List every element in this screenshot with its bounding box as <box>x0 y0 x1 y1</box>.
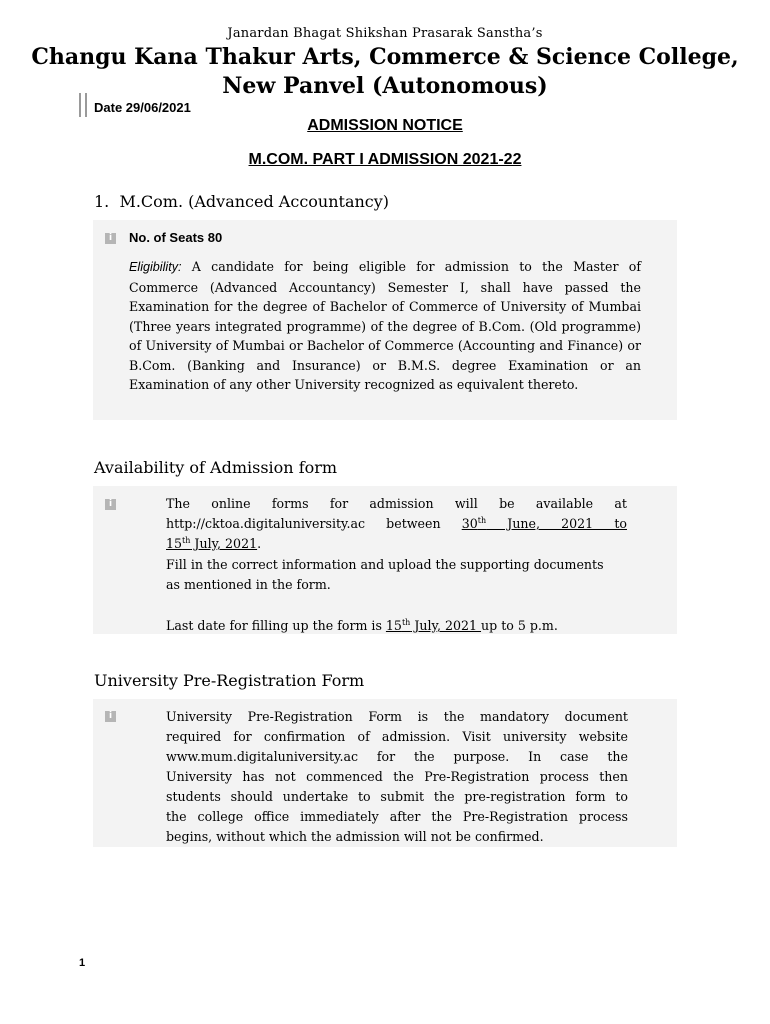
date-to <box>166 536 257 551</box>
last-date-text: Last date for filling up the form is <box>166 618 386 633</box>
info-icon: i <box>105 233 116 244</box>
date-to-day: 15 <box>166 536 183 551</box>
section3-heading: University Pre-Registration Form <box>94 671 365 690</box>
notice-title: ADMISSION NOTICE <box>307 117 463 134</box>
last-date-rest: July, 2021 <box>410 618 482 633</box>
fill-instructions-line2: as mentioned in the form. <box>166 577 331 592</box>
college-name-line2: New Panvel (Autonomous) <box>222 73 548 99</box>
margin-marker <box>79 93 87 117</box>
section1-heading <box>94 192 389 211</box>
pre-registration-line: begins, without which the admission will not be confirmed. <box>166 829 544 844</box>
pre-registration-line: required for confirmation of admission. Visit university website <box>166 729 628 744</box>
form-url: http://cktoa.digitaluniversity.ac between <box>166 516 441 531</box>
form-availability-line1: The online forms for admission will be available at <box>166 496 627 511</box>
last-date-day: 15 <box>385 618 402 633</box>
info-icon: i <box>105 711 116 722</box>
last-date-line <box>166 616 558 636</box>
last-date-end: up to 5 p.m. <box>481 618 558 633</box>
page-number: 1 <box>79 957 86 969</box>
date-from <box>462 516 627 531</box>
pre-registration-line: University Pre-Registration Form is the mandatory document <box>166 709 628 724</box>
pre-registration-paragraph <box>166 707 628 847</box>
section1-title: M.Com. (Advanced Accountancy) <box>119 192 390 211</box>
date-from-day: 30 <box>461 516 478 531</box>
section1-number: 1. <box>94 192 110 211</box>
info-icon: i <box>105 499 116 510</box>
eligibility-label: Eligibility: <box>129 260 182 274</box>
date-to-sup: th <box>182 536 191 545</box>
pre-registration-line: University has not commenced the Pre-Registration process then <box>166 769 628 784</box>
date-to-rest: July, 2021 <box>190 536 258 551</box>
course-title: M.COM. PART I ADMISSION 2021-22 <box>248 151 522 168</box>
last-date-sup: th <box>401 618 411 627</box>
section2-heading: Availability of Admission form <box>94 458 338 477</box>
fill-instructions <box>166 555 636 595</box>
college-name <box>0 43 770 101</box>
pre-registration-line: www.mum.digitaluniversity.ac for the purpose. In case the <box>166 749 628 764</box>
last-date <box>386 618 481 633</box>
college-name-line1: Changu Kana Thakur Arts, Commerce & Science College, <box>31 44 739 70</box>
eligibility-text: A candidate for being eligible for admission to the Master of Commerce (Advanced Accountancy) Semester I, shall have passed the Examination for the degree of Bachelor of Commerce of University of Mumbai (Three years integrated programme) of the degree of B.Com. (Old programme) of University of Mumbai or Bachelor of Commerce (Accounting and Finance) or B.Com. (Banking and Insurance) or B.M.S. degree Examination or an Examination of any other University recognized as equivalent thereto. <box>129 259 641 392</box>
date-from-rest: June, 2021 to <box>486 516 627 531</box>
society-name: Janardan Bhagat Shikshan Prasarak Sanstha’s <box>227 26 543 41</box>
fill-instructions-line1: Fill in the correct information and upload the supporting documents <box>166 557 604 572</box>
seats-count: No. of Seats 80 <box>129 230 223 245</box>
form-availability-line3 <box>166 534 261 554</box>
date-to-end: . <box>257 536 262 551</box>
pre-registration-line: the college office immediately after the Pre-Registration process <box>166 809 628 824</box>
date-from-sup: th <box>477 516 487 525</box>
pre-registration-line: students should undertake to submit the pre-registration form to <box>166 789 628 804</box>
eligibility-paragraph <box>129 257 641 395</box>
form-availability-line2 <box>166 514 627 534</box>
notice-date: Date 29/06/2021 <box>94 100 191 115</box>
